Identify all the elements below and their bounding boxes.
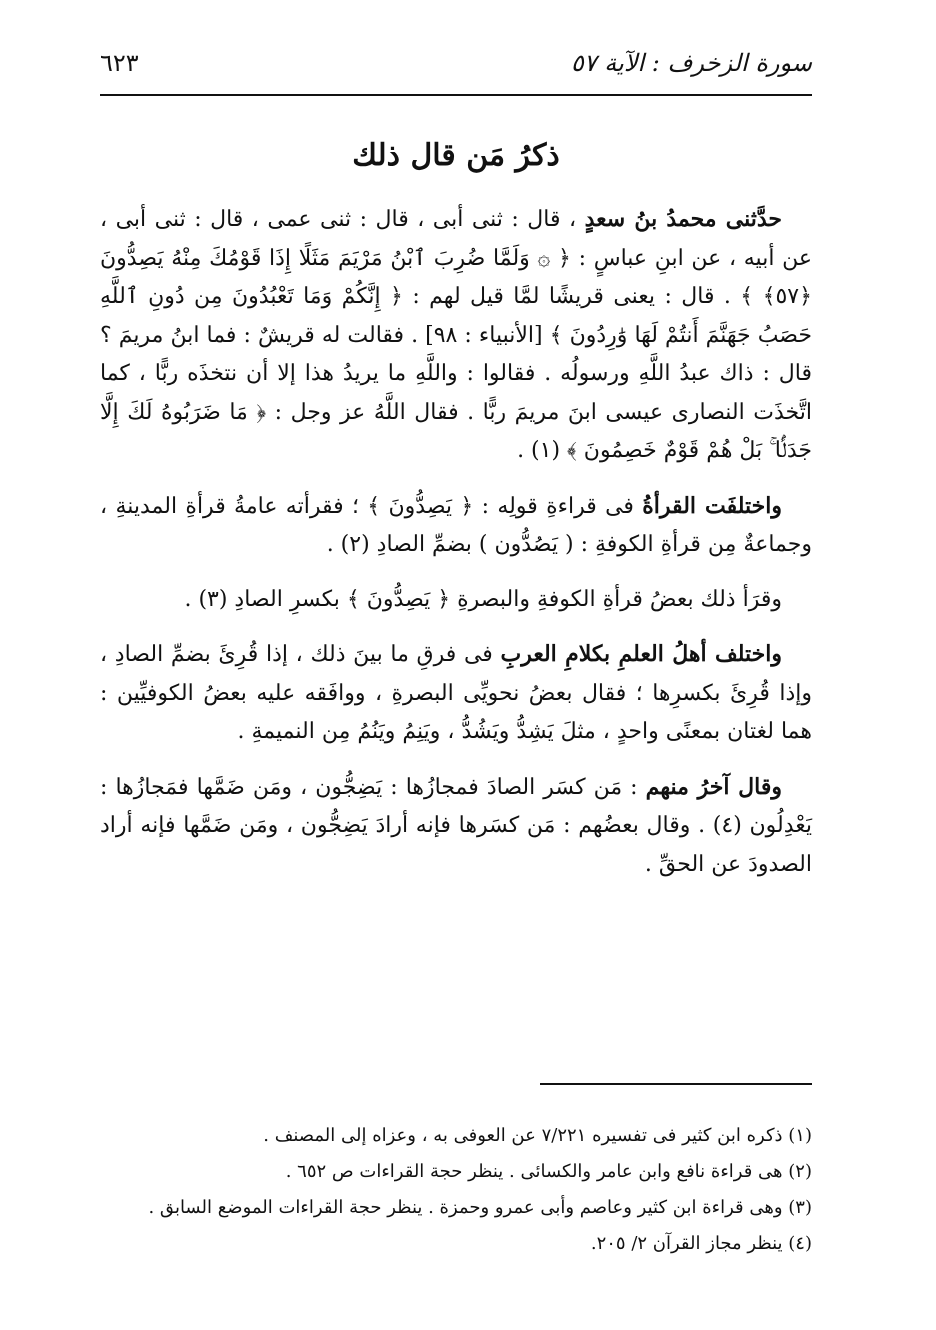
paragraph-lead: واختلف أهلُ العلمِ بكلامِ العربِ: [500, 641, 782, 667]
running-head: [100, 40, 812, 86]
section-title: ذكرُ مَن قال ذلك: [352, 138, 560, 173]
paragraph-5: [100, 768, 812, 885]
paragraph-3: [100, 581, 812, 620]
paragraph-lead: وقال آخرُ منهم: [645, 773, 783, 800]
paragraph-1: [100, 200, 812, 471]
page-number: ٦٢٣: [100, 49, 139, 77]
paragraph-lead: حدَّثنى محمدُ بنُ سعدٍ: [584, 206, 782, 232]
paragraph-lead: واختلفَت القرأةُ: [642, 492, 782, 519]
paragraph-text: ، قال : ثنى أبى ، قال : ثنى عمى ، قال : ثنى أبى ، عن أبيه ، عن ابنِ عباسٍ : ﴿ ۞ وَلَمَّا ضُرِبَ ٱبْنُ مَرْيَمَ مَثَلًا إِذَا قَوْمُكَ مِنْهُ يَصِدُّونَ ﴿٥٧﴾ ﴾ . قال : يعنى قريشًا لمَّا قيل لهم : ﴿ إِنَّكُمْ وَمَا تَعْبُدُونَ مِن دُونِ ٱللَّهِ حَصَبُ جَهَنَّمَ أَنتُمْ لَهَا وَٰرِدُونَ ﴾ [الأنبياء : ٩٨] . فقالت له قريشٌ : فما ابنُ مريمَ ؟ قال : ذاك عبدُ اللَّهِ ورسولُه . فقالوا : واللَّهِ ما يريدُ هذا إلا أن نتخذَه ربًّا ، كما اتَّخذَت النصارى عيسى ابنَ مريمَ ربًّا . فقال اللَّهُ عز وجل : ﴿ مَا ضَرَبُوهُ لَكَ إِلَّا جَدَلًۢا ۚ بَلْ هُمْ قَوْمٌ خَصِمُونَ ﴾ (١) .: [100, 207, 812, 463]
footnote-rule: [540, 1083, 812, 1085]
paragraph-text: وقرَأ ذلك بعضُ قرأةِ الكوفةِ والبصرةِ ﴿ يَصِدُّونَ ﴾ بكسرِ الصادِ (٣) .: [184, 586, 782, 612]
paragraph-text: : مَن كسَر الصادَ فمجازُها : يَضِجُّون ، ومَن ضَمَّها فمَجازُها : يَعْدِلُون (٤) . وقال بعضُهم : مَن كسَرها فإنه أرادَ يَضِجُّون ، ومَن ضَمَّها فإنه أراد الصدودَ عن الحقِّ .: [100, 774, 812, 877]
paragraph-text: فى فرقِ ما بينَ ذلك ، إذا قُرِئَ بضمِّ الصادِ ، وإذا قُرِئَ بكسرِها ؛ فقال بعضُ نحويِّى البصرةِ ، ووافَقه عليه بعضُ الكوفيِّين : هما لغتان بمعنًى واحدٍ ، مثلَ يَشِدُّ ويَشُدُّ ، ويَنِمُ ويَنُمُ مِن النميمةِ .: [100, 642, 812, 744]
page-body: [100, 40, 812, 900]
footnote-3: (٣) وهى قراءة ابن كثير وعاصم وأبى عمرو وحمزة . ينظر حجة القراءات الموضع السابق .: [148, 1197, 812, 1218]
running-head-title: سورة الزخرف : الآية ٥٧: [570, 49, 812, 77]
header-rule: [100, 94, 812, 96]
footnote-2: (٢) هى قراءة نافع وابن عامر والكسائى . ينظر حجة القراءات ص ٦٥٢ .: [285, 1161, 812, 1182]
footnote-1: (١) ذكره ابن كثير فى تفسيره ٧/٢٢١ عن العوفى به ، وعزاه إلى المصنف .: [263, 1125, 812, 1146]
footnote-4: (٤) ينظر مجاز القرآن ٢/ ٢٠٥.: [590, 1233, 812, 1254]
paragraph-text: فى قراءةِ قولِه : ﴿ يَصِدُّونَ ﴾ ؛ فقرأته عامةُ قرأةِ المدينةِ ، وجماعةٌ مِن قرأةِ الكوفةِ : ( يَصُدُّون ) بضمِّ الصادِ (٢) .: [100, 493, 812, 557]
paragraph-2: [100, 487, 812, 565]
paragraph-4: [100, 635, 812, 752]
footnotes: [100, 1118, 812, 1262]
